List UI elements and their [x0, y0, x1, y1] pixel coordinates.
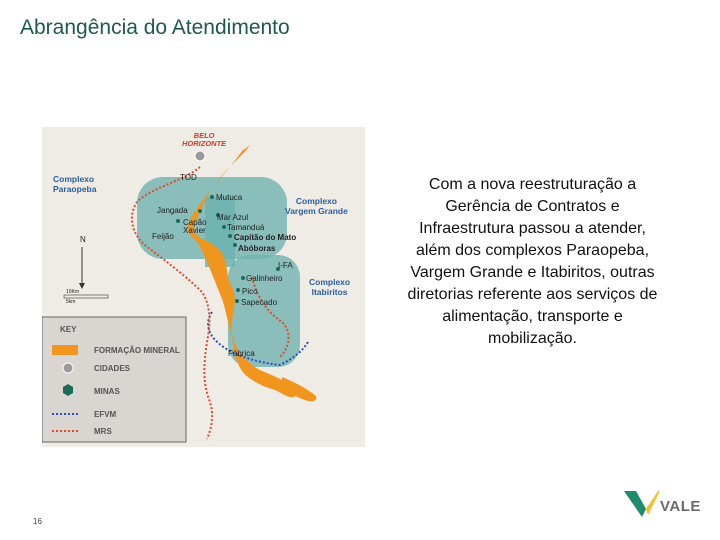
label-vargem-line1: Complexo	[295, 196, 337, 206]
label-vargem-line2: Vargem Grande	[285, 205, 348, 216]
label-feijao: Feijão	[152, 232, 174, 241]
mineral-formation-tail	[282, 377, 316, 401]
legend-label-efvm: EFVM	[94, 410, 117, 419]
label-scale-10km: 10Km	[66, 289, 80, 295]
label-fabrica: Fábrica	[228, 349, 255, 358]
legend-label-mrs: MRS	[94, 427, 112, 436]
north-arrow-head	[79, 283, 85, 289]
mine-mutuca	[210, 195, 214, 199]
label-scale-5km: 5km	[66, 299, 76, 305]
label-mar-azul: Mar Azul	[217, 213, 249, 222]
city-marker-bh	[195, 151, 205, 161]
legend-label-minas: MINAS	[94, 387, 120, 396]
label-sapecado: Sapecado	[241, 298, 278, 307]
legend-title: KEY	[60, 325, 77, 334]
mine-capitao	[228, 234, 232, 238]
mine-pico	[236, 288, 240, 292]
legend-box	[42, 317, 186, 442]
mine-sapecado	[235, 299, 239, 303]
mine-tamandua	[222, 225, 226, 229]
label-bh-line2: HORIZONTE	[182, 139, 227, 148]
label-itabiritos-line2: Itabiritos	[311, 286, 348, 297]
label-jangada: Jangada	[157, 206, 188, 215]
label-north: N	[80, 235, 86, 244]
label-galinheiro: Galinheiro	[246, 274, 283, 283]
page-title: Abrangência do Atendimento	[20, 16, 290, 39]
page-number: 16	[33, 517, 42, 526]
scale-bar	[64, 295, 108, 298]
label-capao-line1: Capão	[183, 218, 207, 227]
mine-capao-xavier	[176, 219, 180, 223]
legend-label-formacao: FORMAÇÃO MINERAL	[94, 346, 180, 355]
label-capao-xavier	[183, 219, 207, 235]
mine-aboboras	[233, 243, 237, 247]
legend-swatch-city	[63, 363, 73, 373]
mine-jangada	[198, 209, 202, 213]
label-complexo-paraopeba	[53, 175, 96, 194]
label-tamandua: Tamanduá	[227, 223, 265, 232]
label-tod: TOD	[180, 173, 197, 182]
label-bh-line1: BELO	[193, 131, 215, 140]
vale-logo-text: VALE	[660, 498, 701, 515]
label-ifa: I-FA	[278, 261, 293, 270]
label-capao-line2: Xavier	[183, 226, 206, 235]
legend-label-cidades: CIDADES	[94, 364, 131, 373]
label-paraopeba-line2: Paraopeba	[53, 183, 97, 194]
legend-swatch-mineral	[52, 345, 78, 355]
logo-green-shape	[624, 491, 646, 517]
label-belo-horizonte	[182, 132, 226, 148]
label-paraopeba-line1: Complexo	[53, 174, 95, 184]
mine-galinheiro	[241, 276, 245, 280]
label-complexo-itabiritos	[309, 278, 350, 297]
label-complexo-vargem	[285, 197, 348, 216]
description-text: Com a nova reestruturação a Gerência de Contratos e Infraestrutura passou a atender, além dos complexos Paraopeba, Vargem Grande e Itabiritos, outras diretorias referente aos serviços de alimentação, transporte e mobilização.	[407, 176, 658, 347]
label-pico: Pico	[242, 287, 258, 296]
label-itabiritos-line1: Complexo	[309, 277, 351, 287]
label-aboboras: Abóboras	[238, 244, 276, 253]
label-capitao-do-mato: Capitão do Mato	[234, 233, 297, 242]
region-map	[42, 127, 365, 447]
logo-yellow-shape	[646, 491, 660, 515]
label-mutuca: Mutuca	[216, 193, 243, 202]
